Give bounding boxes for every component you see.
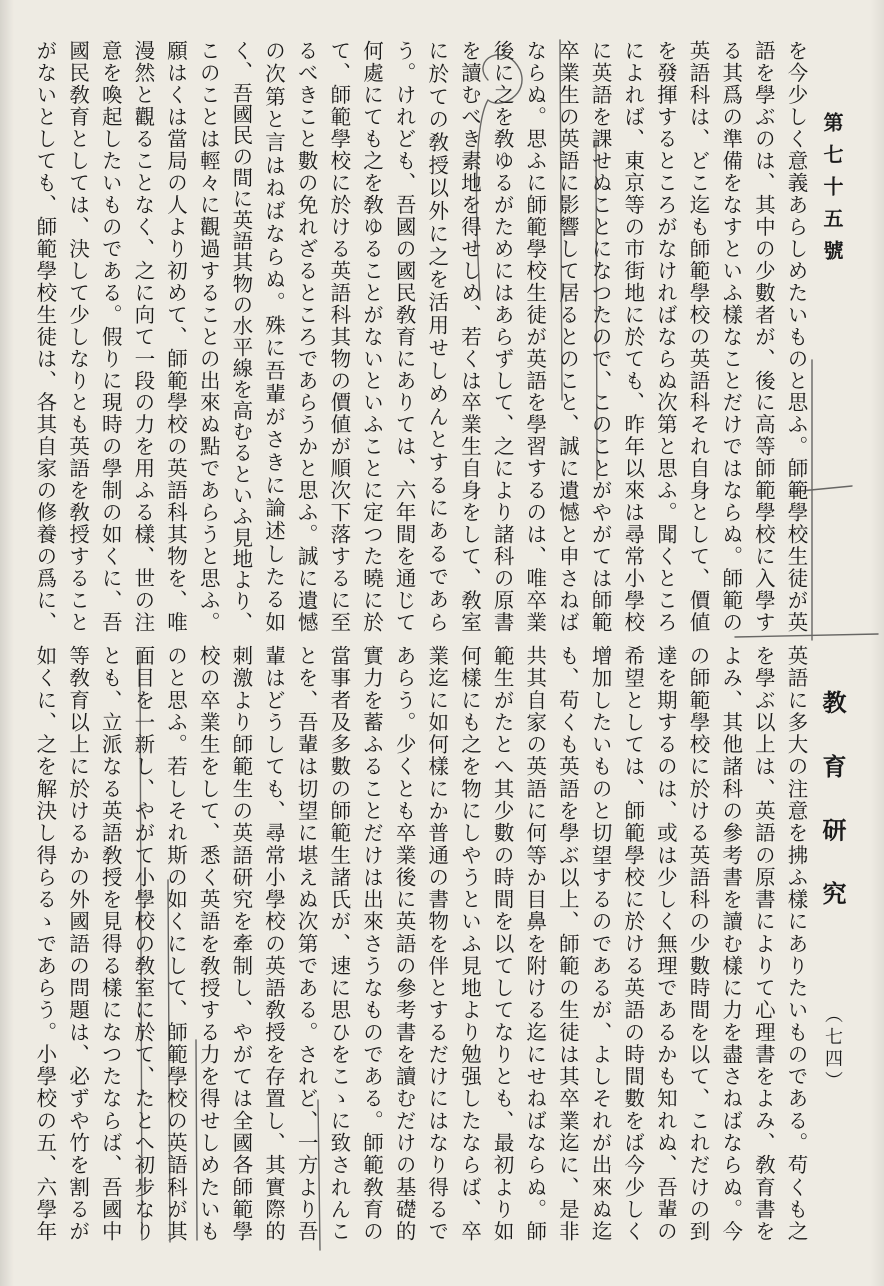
text-column: る其爲の準備をなすといふ樣なことだけではならぬ。師範の [718, 40, 743, 632]
text-column: く、吾國民の間に英語其物の水平線を高むるといふ見地より、 [228, 40, 253, 632]
text-column: 等敎育以上に於けるかの外國語の問題は、必ずや竹を割るが [65, 645, 90, 1241]
text-column: 何處にても之を敎ゆることがないといふことに定つた曉に於 [359, 40, 384, 632]
text-column: 後に之を敎ゆるがためにはあらずして、之により諸科の原書 [490, 40, 515, 632]
text-column: 何樣にも之を物にしやうといふ見地より勉强したならば、卒 [457, 645, 482, 1241]
text-column: 國民敎育としては、決して少しなりとも英語を敎授すること [65, 40, 90, 632]
text-column: 卒業生の英語に影響して居るとのこと、誠に遺憾と申さねば [555, 40, 580, 632]
text-column: を讀むべき素地を得せしめ、若くは卒業生自身をして、敎室 [457, 40, 482, 632]
text-column: 當事者及多數の師範生諸氏が、速に思ひをこゝに致されんこ [326, 645, 351, 1241]
text-column: 願はくは當局の人より初めて、師範學校の英語科其物を、唯 [163, 40, 188, 632]
text-column: を學ぶ以上は、英語の原書によりて心理書をよみ、敎育書を [751, 645, 776, 1241]
text-column: 如くに、之を解決し得らるゝであらう。小學校の五、六學年 [32, 645, 57, 1241]
text-column: 刺激より師範生の英語研究を牽制し、やがては全國各師範學 [228, 645, 253, 1241]
text-column: の師範學校に於ける英語科の少數時間を以て、これだけの到 [686, 645, 711, 1241]
text-column: の次第と言はねばならぬ。殊に吾輩がさきに論述したる如 [261, 40, 286, 632]
text-column: よみ、其他諸科の參考書を讀む樣に力を盡さねばならぬ。今 [718, 645, 743, 1241]
text-column: に於ての敎授以外に之を活用せしめんとするにあるであら [424, 40, 449, 632]
text-column: 面目を一新し、やがて小學校の敎室に於て、たとへ初步なり [130, 645, 155, 1241]
text-column: 語を學ぶのは、其中の少數者が、後に高等師範學校に入學す [751, 40, 776, 632]
text-column: 達を期するのは、或は少しく無理であるかも知れぬ、吾輩の [653, 645, 678, 1241]
journal-title: 教育研究 [818, 690, 847, 905]
upper-text-block [28, 40, 812, 632]
text-column: るべきこと數の免れざるところであらうかと思ふ。誠に遺憾 [294, 40, 319, 632]
text-column: がないとしても、師範學校生徒は、各其自家の修養の爲に、 [32, 40, 57, 632]
text-column: あらう。少くとも卒業後に英語の參考書を讀むだけの基礎的 [392, 645, 417, 1241]
text-column: 範生がたとへ其少數の時間を以てしてなりとも、最初より如 [490, 645, 515, 1241]
text-column: 實力を蓄ふることだけは出來さうなものである。師範敎育の [359, 645, 384, 1241]
text-column: 增加したいものと切望するのであるが、よしそれが出來ぬ迄 [588, 645, 613, 1241]
text-column: 輩はどうしても、尋常小學校の英語敎授を存置し、其實際的 [261, 645, 286, 1241]
text-column: う。けれども、吾國の國民敎育にありては、六年間を通じて [392, 40, 417, 632]
text-column: 意を喚起したいものである。假りに現時の學制の如くに、吾 [98, 40, 123, 632]
text-column: 業迄に如何樣にか普通の書物を伴とするだけにはなり得るで [424, 645, 449, 1241]
lower-text-block [28, 645, 812, 1241]
text-column: 漫然と觀ることなく、之に向て一段の力を用ふる樣、世の注 [130, 40, 155, 632]
text-column: に英語を課せぬことになつたので、このことがやがては師範 [588, 40, 613, 632]
text-column: 希望としては、師範學校に於ける英語の時間數をば今少しく [620, 645, 645, 1241]
text-column: 英語に多大の注意を拂ふ樣にありたいものである。苟くも之 [784, 645, 808, 1241]
text-column: のと思ふ。若しそれ斯の如くにして、師範學校の英語科が其 [163, 645, 188, 1241]
text-column: 英語科は、どこ迄も師範學校の英語科それ自身として、價値 [686, 40, 711, 632]
text-column: このことは輕々に觀過することの出來ぬ點であらうと思ふ。 [196, 40, 221, 632]
text-column: て、師範學校に於ける英語科其物の價値が順次下落するに至 [326, 40, 351, 632]
text-column: を今少しく意義あらしめたいものと思ふ。師範學校生徒が英 [784, 40, 808, 632]
issue-number: 第七十五號 [820, 112, 844, 260]
page-number: （七四） [822, 1005, 843, 1089]
text-column: 校の卒業生をして、悉く英語を敎授する力を得せしめたいも [196, 645, 221, 1241]
text-column: を發揮するところがなければならぬ次第と思ふ。聞くところ [653, 40, 678, 632]
text-column: ならぬ。思ふに師範學校生徒が英語を學習するのは、唯卒業 [522, 40, 547, 632]
text-column: も、苟くも英語を學ぶ以上、師範の生徒は其卒業迄に、是非 [555, 645, 580, 1241]
pencil-line [735, 634, 878, 637]
text-column: とを、吾輩は切望に堪えぬ次第である。されど、一方より吾 [294, 645, 319, 1241]
text-column: によれば、東京等の市街地に於ても、昨年以來は尋常小學校 [620, 40, 645, 632]
text-column: 共其自家の英語に何等か目鼻を附ける迄にせねばならぬ。師 [522, 645, 547, 1241]
text-column: とも、立派なる英語敎授を見得る樣になつたならば、吾國中 [98, 645, 123, 1241]
